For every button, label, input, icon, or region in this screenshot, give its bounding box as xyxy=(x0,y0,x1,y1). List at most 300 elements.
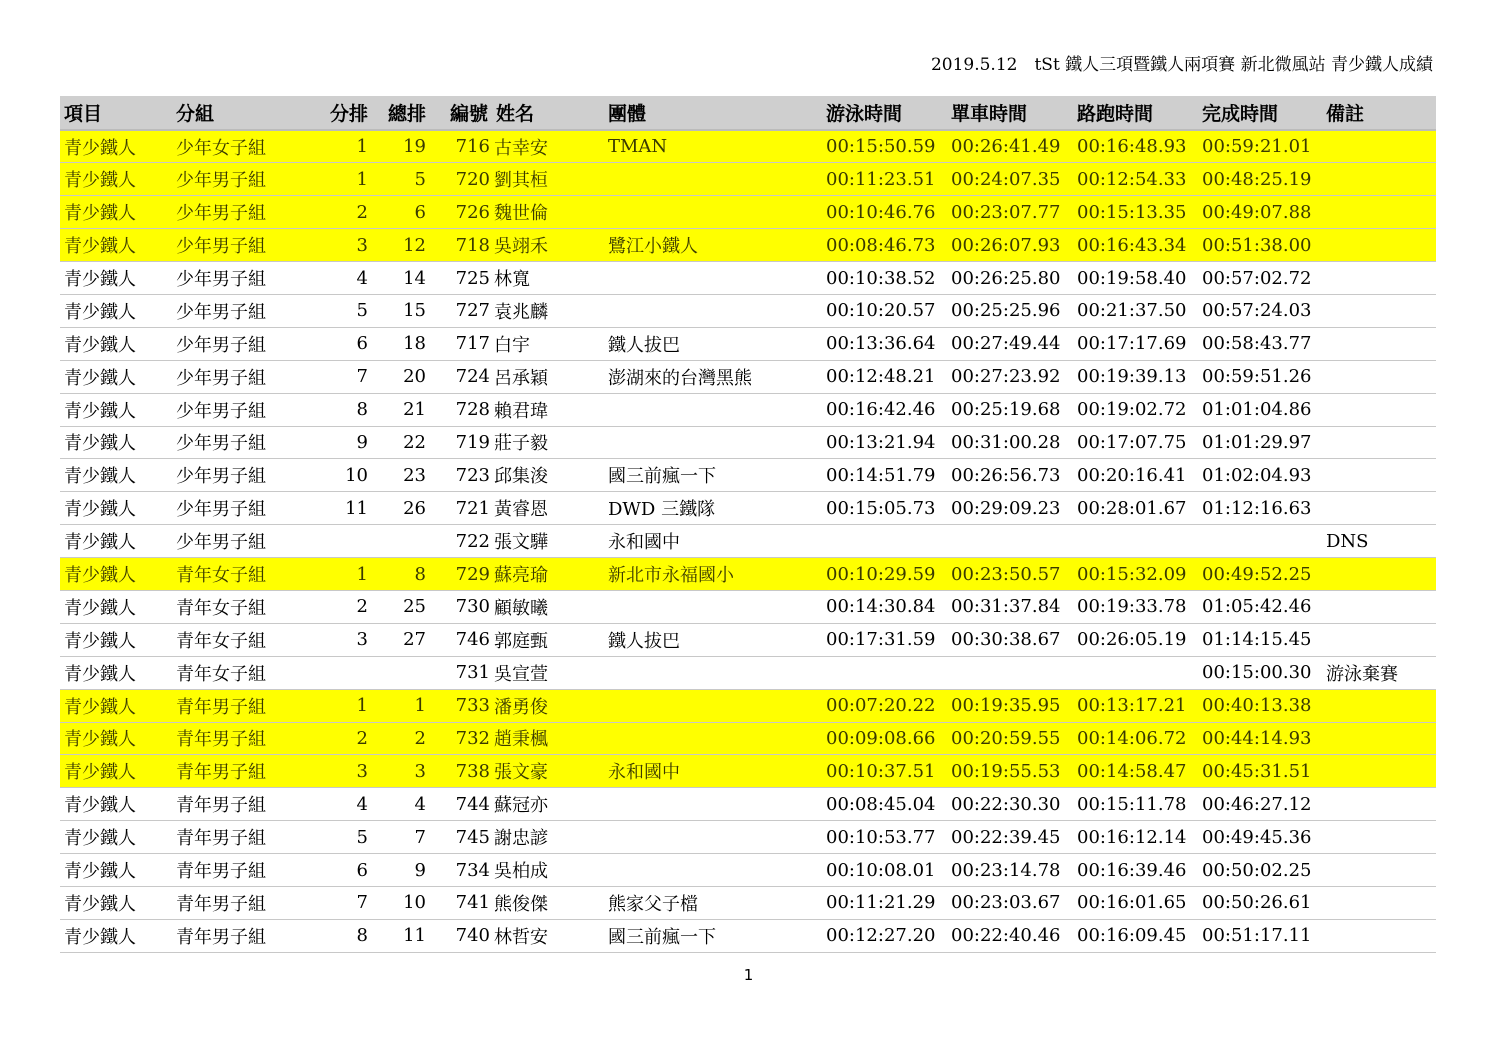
cell-swim-time: 00:13:36.64 xyxy=(822,327,947,360)
cell-overall-rank: 6 xyxy=(372,196,430,229)
cell-event: 青少鐵人 xyxy=(60,360,172,393)
cell-group: 少年男子組 xyxy=(172,426,302,459)
cell-overall-rank: 26 xyxy=(372,492,430,525)
cell-bike-time: 00:27:49.44 xyxy=(947,327,1073,360)
cell-note xyxy=(1322,492,1436,525)
cell-swim-time: 00:13:21.94 xyxy=(822,426,947,459)
cell-overall-rank: 20 xyxy=(372,360,430,393)
cell-swim-time: 00:10:38.52 xyxy=(822,262,947,295)
cell-run-time xyxy=(1073,525,1198,558)
cell-group: 少年男子組 xyxy=(172,360,302,393)
cell-group-rank: 1 xyxy=(302,163,372,196)
cell-name: 袁兆麟 xyxy=(492,294,604,327)
cell-overall-rank: 22 xyxy=(372,426,430,459)
cell-event: 青少鐵人 xyxy=(60,623,172,656)
cell-run-time xyxy=(1073,656,1198,689)
cell-team: 澎湖來的台灣黑熊 xyxy=(604,360,822,393)
cell-bike-time: 00:23:14.78 xyxy=(947,854,1073,887)
cell-note xyxy=(1322,196,1436,229)
cell-finish-time: 00:49:45.36 xyxy=(1198,821,1322,854)
cell-name: 古幸安 xyxy=(492,130,604,163)
table-row xyxy=(60,558,1436,591)
cell-note xyxy=(1322,854,1436,887)
cell-swim-time: 00:10:53.77 xyxy=(822,821,947,854)
header-row xyxy=(60,96,1436,130)
cell-note xyxy=(1322,623,1436,656)
cell-overall-rank: 15 xyxy=(372,294,430,327)
cell-event: 青少鐵人 xyxy=(60,294,172,327)
results-table xyxy=(60,96,1436,953)
cell-group: 青年女子組 xyxy=(172,623,302,656)
cell-event: 青少鐵人 xyxy=(60,689,172,722)
col-header-event: 項目 xyxy=(60,96,172,130)
col-header-group-rank: 分排 xyxy=(302,96,372,130)
cell-bike-time: 00:26:25.80 xyxy=(947,262,1073,295)
cell-group-rank: 11 xyxy=(302,492,372,525)
cell-bib: 740 xyxy=(430,919,492,952)
cell-overall-rank: 18 xyxy=(372,327,430,360)
table-row xyxy=(60,327,1436,360)
cell-bib: 722 xyxy=(430,525,492,558)
cell-name: 張文豪 xyxy=(492,755,604,788)
cell-finish-time: 00:50:02.25 xyxy=(1198,854,1322,887)
cell-run-time: 00:16:48.93 xyxy=(1073,130,1198,163)
cell-note xyxy=(1322,558,1436,591)
cell-run-time: 00:21:37.50 xyxy=(1073,294,1198,327)
cell-event: 青少鐵人 xyxy=(60,590,172,623)
cell-name: 黃睿恩 xyxy=(492,492,604,525)
cell-swim-time: 00:14:51.79 xyxy=(822,459,947,492)
cell-event: 青少鐵人 xyxy=(60,327,172,360)
cell-name: 謝忠諺 xyxy=(492,821,604,854)
cell-finish-time: 00:49:52.25 xyxy=(1198,558,1322,591)
cell-finish-time: 01:01:29.97 xyxy=(1198,426,1322,459)
cell-run-time: 00:16:12.14 xyxy=(1073,821,1198,854)
cell-group: 少年男子組 xyxy=(172,327,302,360)
cell-group: 青年女子組 xyxy=(172,656,302,689)
cell-note xyxy=(1322,163,1436,196)
cell-swim-time: 00:14:30.84 xyxy=(822,590,947,623)
cell-team xyxy=(604,294,822,327)
cell-bike-time: 00:31:37.84 xyxy=(947,590,1073,623)
cell-group-rank: 4 xyxy=(302,262,372,295)
col-header-finish: 完成時間 xyxy=(1198,96,1322,130)
cell-group-rank: 1 xyxy=(302,558,372,591)
cell-finish-time: 00:50:26.61 xyxy=(1198,886,1322,919)
cell-bike-time: 00:30:38.67 xyxy=(947,623,1073,656)
cell-group: 青年男子組 xyxy=(172,689,302,722)
cell-team: 熊家父子檔 xyxy=(604,886,822,919)
col-header-run: 路跑時間 xyxy=(1073,96,1198,130)
cell-finish-time: 00:49:07.88 xyxy=(1198,196,1322,229)
cell-bike-time: 00:20:59.55 xyxy=(947,722,1073,755)
cell-finish-time: 00:51:17.11 xyxy=(1198,919,1322,952)
cell-finish-time: 00:57:24.03 xyxy=(1198,294,1322,327)
cell-event: 青少鐵人 xyxy=(60,196,172,229)
cell-team: 鐵人拔巴 xyxy=(604,623,822,656)
cell-overall-rank: 3 xyxy=(372,755,430,788)
cell-group: 青年男子組 xyxy=(172,854,302,887)
cell-swim-time: 00:10:37.51 xyxy=(822,755,947,788)
cell-group: 青年男子組 xyxy=(172,886,302,919)
cell-group-rank: 8 xyxy=(302,919,372,952)
cell-team xyxy=(604,788,822,821)
cell-finish-time: 00:59:51.26 xyxy=(1198,360,1322,393)
cell-name: 吳宣萱 xyxy=(492,656,604,689)
cell-bib: 717 xyxy=(430,327,492,360)
cell-group-rank: 9 xyxy=(302,426,372,459)
cell-team xyxy=(604,393,822,426)
cell-note xyxy=(1322,689,1436,722)
cell-finish-time: 00:58:43.77 xyxy=(1198,327,1322,360)
cell-note xyxy=(1322,590,1436,623)
cell-overall-rank: 8 xyxy=(372,558,430,591)
cell-bib: 745 xyxy=(430,821,492,854)
results-body xyxy=(60,130,1436,952)
cell-bib: 726 xyxy=(430,196,492,229)
cell-bike-time: 00:26:56.73 xyxy=(947,459,1073,492)
cell-overall-rank: 25 xyxy=(372,590,430,623)
cell-finish-time: 00:59:21.01 xyxy=(1198,130,1322,163)
cell-group-rank: 7 xyxy=(302,886,372,919)
cell-overall-rank: 10 xyxy=(372,886,430,919)
cell-finish-time: 00:46:27.12 xyxy=(1198,788,1322,821)
cell-note xyxy=(1322,755,1436,788)
cell-group: 少年男子組 xyxy=(172,492,302,525)
cell-group: 少年男子組 xyxy=(172,393,302,426)
cell-bib: 731 xyxy=(430,656,492,689)
cell-name: 蘇亮瑜 xyxy=(492,558,604,591)
cell-run-time: 00:19:58.40 xyxy=(1073,262,1198,295)
cell-bib: 746 xyxy=(430,623,492,656)
page-number: 1 xyxy=(743,966,754,984)
document-title: 2019.5.12 tSt 鐵人三項暨鐵人兩項賽 新北微風站 青少鐵人成績 xyxy=(930,55,1433,75)
cell-bike-time: 00:19:55.53 xyxy=(947,755,1073,788)
cell-group: 少年男子組 xyxy=(172,262,302,295)
table-row xyxy=(60,755,1436,788)
cell-note xyxy=(1322,393,1436,426)
cell-run-time: 00:20:16.41 xyxy=(1073,459,1198,492)
cell-event: 青少鐵人 xyxy=(60,262,172,295)
cell-run-time: 00:16:43.34 xyxy=(1073,229,1198,262)
cell-name: 邱集浚 xyxy=(492,459,604,492)
cell-note xyxy=(1322,919,1436,952)
table-row xyxy=(60,525,1436,558)
cell-swim-time: 00:07:20.22 xyxy=(822,689,947,722)
cell-bike-time: 00:29:09.23 xyxy=(947,492,1073,525)
cell-run-time: 00:26:05.19 xyxy=(1073,623,1198,656)
cell-swim-time: 00:12:48.21 xyxy=(822,360,947,393)
cell-name: 莊子毅 xyxy=(492,426,604,459)
cell-group-rank: 3 xyxy=(302,623,372,656)
col-header-team: 團體 xyxy=(604,96,822,130)
cell-name: 林哲安 xyxy=(492,919,604,952)
cell-name: 吳翊禾 xyxy=(492,229,604,262)
cell-run-time: 00:19:39.13 xyxy=(1073,360,1198,393)
cell-swim-time: 00:10:08.01 xyxy=(822,854,947,887)
cell-overall-rank: 21 xyxy=(372,393,430,426)
cell-overall-rank: 5 xyxy=(372,163,430,196)
cell-bib: 734 xyxy=(430,854,492,887)
cell-team: 新北市永福國小 xyxy=(604,558,822,591)
cell-note xyxy=(1322,294,1436,327)
cell-bib: 732 xyxy=(430,722,492,755)
cell-event: 青少鐵人 xyxy=(60,163,172,196)
cell-bike-time xyxy=(947,525,1073,558)
cell-overall-rank: 4 xyxy=(372,788,430,821)
cell-event: 青少鐵人 xyxy=(60,492,172,525)
cell-finish-time: 00:15:00.30 xyxy=(1198,656,1322,689)
cell-bib: 728 xyxy=(430,393,492,426)
cell-note xyxy=(1322,722,1436,755)
table-row xyxy=(60,163,1436,196)
cell-bib: 716 xyxy=(430,130,492,163)
cell-name: 劉其桓 xyxy=(492,163,604,196)
table-row xyxy=(60,886,1436,919)
table-row xyxy=(60,590,1436,623)
cell-name: 白宇 xyxy=(492,327,604,360)
cell-bike-time: 00:23:03.67 xyxy=(947,886,1073,919)
cell-event: 青少鐵人 xyxy=(60,722,172,755)
cell-bike-time: 00:25:19.68 xyxy=(947,393,1073,426)
cell-event: 青少鐵人 xyxy=(60,229,172,262)
cell-bike-time: 00:23:50.57 xyxy=(947,558,1073,591)
cell-bib: 738 xyxy=(430,755,492,788)
cell-overall-rank: 2 xyxy=(372,722,430,755)
table-row xyxy=(60,689,1436,722)
cell-run-time: 00:15:32.09 xyxy=(1073,558,1198,591)
cell-team xyxy=(604,163,822,196)
cell-finish-time: 00:51:38.00 xyxy=(1198,229,1322,262)
cell-group: 青年男子組 xyxy=(172,821,302,854)
cell-event: 青少鐵人 xyxy=(60,788,172,821)
cell-overall-rank: 9 xyxy=(372,854,430,887)
cell-overall-rank xyxy=(372,525,430,558)
cell-group-rank: 6 xyxy=(302,327,372,360)
cell-bib: 733 xyxy=(430,689,492,722)
cell-group: 青年男子組 xyxy=(172,919,302,952)
cell-team: 國三前瘋一下 xyxy=(604,919,822,952)
cell-bib: 719 xyxy=(430,426,492,459)
cell-bib: 729 xyxy=(430,558,492,591)
cell-event: 青少鐵人 xyxy=(60,755,172,788)
table-row xyxy=(60,262,1436,295)
cell-finish-time: 00:44:14.93 xyxy=(1198,722,1322,755)
col-header-overall-rank: 總排 xyxy=(372,96,430,130)
cell-overall-rank: 11 xyxy=(372,919,430,952)
table-row xyxy=(60,821,1436,854)
table-row xyxy=(60,229,1436,262)
table-row xyxy=(60,130,1436,163)
cell-name: 顧敏曦 xyxy=(492,590,604,623)
cell-bib: 744 xyxy=(430,788,492,821)
table-row xyxy=(60,788,1436,821)
cell-team xyxy=(604,196,822,229)
cell-finish-time: 01:05:42.46 xyxy=(1198,590,1322,623)
cell-run-time: 00:17:17.69 xyxy=(1073,327,1198,360)
cell-note xyxy=(1322,459,1436,492)
cell-group: 少年男子組 xyxy=(172,294,302,327)
cell-team: 永和國中 xyxy=(604,755,822,788)
cell-overall-rank: 27 xyxy=(372,623,430,656)
cell-bike-time: 00:26:07.93 xyxy=(947,229,1073,262)
cell-swim-time xyxy=(822,656,947,689)
cell-group-rank: 2 xyxy=(302,590,372,623)
col-header-group: 分組 xyxy=(172,96,302,130)
cell-swim-time: 00:15:05.73 xyxy=(822,492,947,525)
cell-group-rank: 3 xyxy=(302,229,372,262)
cell-group: 少年女子組 xyxy=(172,130,302,163)
cell-finish-time xyxy=(1198,525,1322,558)
cell-group: 青年男子組 xyxy=(172,722,302,755)
col-header-name: 姓名 xyxy=(492,96,604,130)
cell-event: 青少鐵人 xyxy=(60,525,172,558)
cell-swim-time: 00:15:50.59 xyxy=(822,130,947,163)
cell-team: DWD 三鐵隊 xyxy=(604,492,822,525)
cell-run-time: 00:14:58.47 xyxy=(1073,755,1198,788)
cell-bib: 741 xyxy=(430,886,492,919)
cell-bike-time: 00:19:35.95 xyxy=(947,689,1073,722)
table-row xyxy=(60,426,1436,459)
cell-name: 吳柏成 xyxy=(492,854,604,887)
cell-name: 潘勇俊 xyxy=(492,689,604,722)
cell-overall-rank: 12 xyxy=(372,229,430,262)
cell-name: 呂承穎 xyxy=(492,360,604,393)
cell-bib: 723 xyxy=(430,459,492,492)
cell-event: 青少鐵人 xyxy=(60,919,172,952)
cell-swim-time: 00:10:20.57 xyxy=(822,294,947,327)
cell-group-rank xyxy=(302,525,372,558)
cell-group: 青年女子組 xyxy=(172,558,302,591)
table-row xyxy=(60,919,1436,952)
cell-team xyxy=(604,854,822,887)
cell-run-time: 00:15:11.78 xyxy=(1073,788,1198,821)
cell-group: 少年男子組 xyxy=(172,163,302,196)
cell-team: 鐵人拔巴 xyxy=(604,327,822,360)
cell-bike-time: 00:22:39.45 xyxy=(947,821,1073,854)
cell-team xyxy=(604,590,822,623)
cell-team xyxy=(604,262,822,295)
cell-event: 青少鐵人 xyxy=(60,130,172,163)
cell-name: 林寬 xyxy=(492,262,604,295)
cell-event: 青少鐵人 xyxy=(60,426,172,459)
cell-bib: 725 xyxy=(430,262,492,295)
cell-name: 郭庭甄 xyxy=(492,623,604,656)
cell-name: 蘇冠亦 xyxy=(492,788,604,821)
cell-group: 少年男子組 xyxy=(172,459,302,492)
table-row xyxy=(60,492,1436,525)
cell-event: 青少鐵人 xyxy=(60,821,172,854)
cell-group-rank: 1 xyxy=(302,689,372,722)
cell-team xyxy=(604,426,822,459)
cell-bike-time: 00:24:07.35 xyxy=(947,163,1073,196)
col-header-bike: 單車時間 xyxy=(947,96,1073,130)
cell-group-rank: 5 xyxy=(302,821,372,854)
cell-bib: 721 xyxy=(430,492,492,525)
cell-finish-time: 00:45:31.51 xyxy=(1198,755,1322,788)
cell-team xyxy=(604,821,822,854)
cell-run-time: 00:15:13.35 xyxy=(1073,196,1198,229)
table-row xyxy=(60,360,1436,393)
cell-group: 青年男子組 xyxy=(172,755,302,788)
table-row xyxy=(60,294,1436,327)
cell-group-rank: 8 xyxy=(302,393,372,426)
cell-bike-time: 00:23:07.77 xyxy=(947,196,1073,229)
cell-event: 青少鐵人 xyxy=(60,459,172,492)
cell-bib: 730 xyxy=(430,590,492,623)
cell-event: 青少鐵人 xyxy=(60,656,172,689)
cell-bib: 724 xyxy=(430,360,492,393)
cell-event: 青少鐵人 xyxy=(60,854,172,887)
cell-group-rank: 6 xyxy=(302,854,372,887)
cell-group: 少年男子組 xyxy=(172,525,302,558)
cell-group-rank: 10 xyxy=(302,459,372,492)
cell-finish-time: 00:40:13.38 xyxy=(1198,689,1322,722)
cell-bib: 718 xyxy=(430,229,492,262)
cell-finish-time: 01:02:04.93 xyxy=(1198,459,1322,492)
cell-run-time: 00:16:39.46 xyxy=(1073,854,1198,887)
table-row xyxy=(60,393,1436,426)
table-row xyxy=(60,656,1436,689)
cell-run-time: 00:12:54.33 xyxy=(1073,163,1198,196)
cell-note xyxy=(1322,821,1436,854)
cell-run-time: 00:17:07.75 xyxy=(1073,426,1198,459)
cell-bike-time: 00:22:40.46 xyxy=(947,919,1073,952)
cell-run-time: 00:28:01.67 xyxy=(1073,492,1198,525)
cell-team xyxy=(604,689,822,722)
cell-team: 永和國中 xyxy=(604,525,822,558)
cell-group: 少年男子組 xyxy=(172,229,302,262)
cell-group: 青年男子組 xyxy=(172,788,302,821)
cell-team: 鷺江小鐵人 xyxy=(604,229,822,262)
cell-team: TMAN xyxy=(604,130,822,163)
cell-bike-time: 00:31:00.28 xyxy=(947,426,1073,459)
cell-swim-time: 00:17:31.59 xyxy=(822,623,947,656)
cell-bike-time: 00:26:41.49 xyxy=(947,130,1073,163)
cell-overall-rank: 1 xyxy=(372,689,430,722)
cell-group: 青年女子組 xyxy=(172,590,302,623)
cell-overall-rank: 7 xyxy=(372,821,430,854)
table-row xyxy=(60,854,1436,887)
cell-event: 青少鐵人 xyxy=(60,393,172,426)
cell-overall-rank: 23 xyxy=(372,459,430,492)
table-row xyxy=(60,459,1436,492)
cell-run-time: 00:16:09.45 xyxy=(1073,919,1198,952)
cell-note xyxy=(1322,262,1436,295)
cell-overall-rank: 14 xyxy=(372,262,430,295)
cell-finish-time: 01:12:16.63 xyxy=(1198,492,1322,525)
cell-group-rank: 4 xyxy=(302,788,372,821)
col-header-note: 備註 xyxy=(1322,96,1436,130)
cell-finish-time: 00:57:02.72 xyxy=(1198,262,1322,295)
cell-swim-time: 00:16:42.46 xyxy=(822,393,947,426)
cell-bike-time: 00:22:30.30 xyxy=(947,788,1073,821)
cell-note xyxy=(1322,327,1436,360)
cell-swim-time: 00:11:21.29 xyxy=(822,886,947,919)
cell-bike-time xyxy=(947,656,1073,689)
table-row xyxy=(60,623,1436,656)
cell-overall-rank xyxy=(372,656,430,689)
cell-team xyxy=(604,656,822,689)
cell-note xyxy=(1322,426,1436,459)
cell-group-rank xyxy=(302,656,372,689)
cell-note xyxy=(1322,360,1436,393)
cell-finish-time: 01:01:04.86 xyxy=(1198,393,1322,426)
cell-swim-time: 00:10:46.76 xyxy=(822,196,947,229)
cell-note: DNS xyxy=(1322,525,1436,558)
cell-run-time: 00:16:01.65 xyxy=(1073,886,1198,919)
cell-name: 張文驊 xyxy=(492,525,604,558)
